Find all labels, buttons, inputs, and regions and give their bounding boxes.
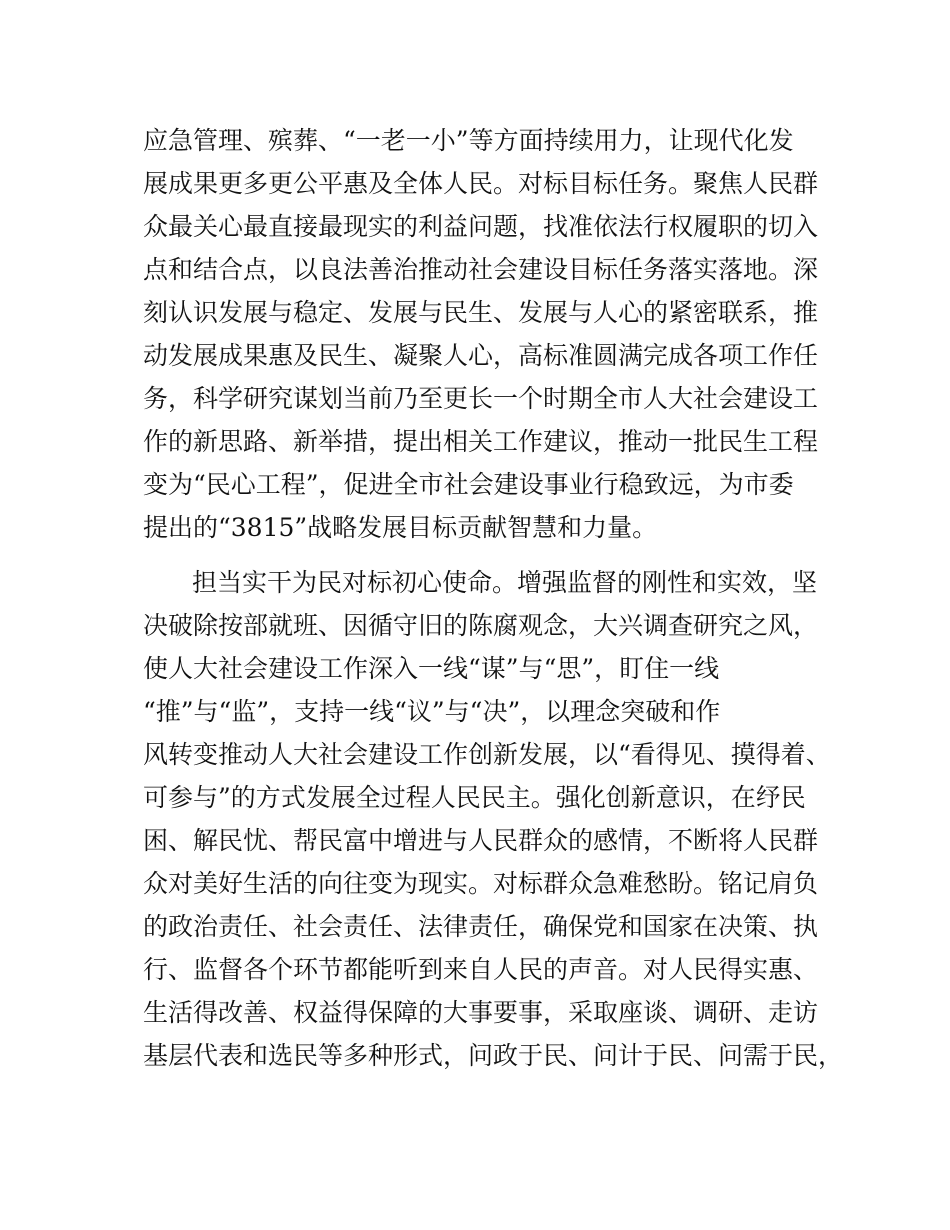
- text-line: 众最关心最直接最现实的利益问题，找准依法行权履职的切入: [143, 212, 819, 241]
- text-line: 使人大社会建设工作深入一线“谋”与“思”，盯住一线: [143, 654, 720, 683]
- text-line: 风转变推动人大社会建设工作创新发展，以“看得见、摸得着、: [143, 740, 831, 769]
- text-line: 动发展成果惠及民生、凝聚人心，高标准圆满完成各项工作任: [143, 341, 819, 370]
- text-line: 刻认识发展与稳定、发展与民生、发展与人心的紧密联系，推: [143, 298, 819, 327]
- text-line: 变为“民心工程”，促进全市社会建设事业行稳致远，为市委: [143, 470, 794, 499]
- text-line: 决破除按部就班、因循守旧的陈腐观念，大兴调查研究之风，: [143, 611, 819, 640]
- text-line: 提出的“3815”战略发展目标贡献智慧和力量。: [143, 513, 658, 542]
- paragraph-first-line: 担当实干为民对标初心使命。增强监督的刚性和实效，坚: [192, 568, 818, 597]
- text-line: 务，科学研究谋划当前乃至更长一个时期全市人大社会建设工: [143, 384, 819, 413]
- text-line: 点和结合点，以良法善治推动社会建设目标任务落实落地。深: [143, 255, 819, 284]
- text-line: 作的新思路、新举措，提出相关工作建议，推动一批民生工程: [143, 427, 819, 456]
- text-line: 行、监督各个环节都能听到来自人民的声音。对人民得实惠、: [143, 955, 819, 984]
- text-line: 应急管理、殡葬、“一老一小”等方面持续用力，让现代化发: [143, 126, 794, 155]
- text-line: 众对美好生活的向往变为现实。对标群众急难愁盼。铭记肩负: [143, 869, 819, 898]
- text-line: 基层代表和选民等多种形式，问政于民、问计于民、问需于民，: [143, 1041, 844, 1070]
- text-line: 困、解民忧、帮民富中增进与人民群众的感情，不断将人民群: [143, 826, 819, 855]
- text-line: 可参与”的方式发展全过程人民民主。强化创新意识，在纾民: [143, 783, 806, 812]
- text-line: “推”与“监”，支持一线“议”与“决”，以理念突破和作: [143, 697, 721, 726]
- text-line: 生活得改善、权益得保障的大事要事，采取座谈、调研、走访: [143, 998, 819, 1027]
- text-line: 的政治责任、社会责任、法律责任，确保党和国家在决策、执: [143, 912, 819, 941]
- text-line: 展成果更多更公平惠及全体人民。对标目标任务。聚焦人民群: [143, 169, 819, 198]
